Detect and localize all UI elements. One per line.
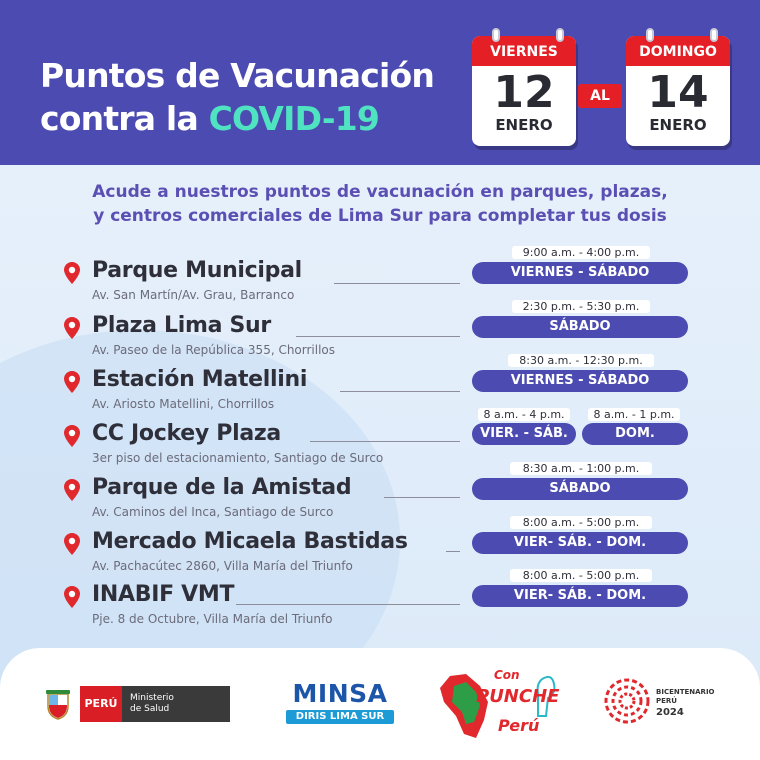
header-banner (0, 0, 760, 165)
start-weekday: VIERNES (472, 36, 576, 66)
minsa-subtitle: DIRIS LIMA SUR (286, 710, 394, 724)
leader-line (296, 336, 460, 337)
minsa-wordmark: MINSA (292, 679, 388, 708)
start-month: ENERO (495, 116, 553, 134)
schedule-days-weekdays: VIER. - SÁB. (472, 423, 576, 445)
schedule-time: 8:00 a.m. - 5:00 p.m. (510, 569, 652, 582)
schedule-time: 8:30 a.m. - 1:00 p.m. (510, 462, 652, 475)
schedule-time: 9:00 a.m. - 4:00 p.m. (512, 246, 650, 259)
schedule-time: 8:00 a.m. - 5:00 p.m. (510, 516, 652, 529)
calendar-ring (492, 28, 500, 42)
location-name: CC Jockey Plaza (92, 421, 281, 446)
schedule-time-weekdays: 8 a.m. - 4 p.m. (478, 408, 570, 421)
schedule-days: VIER- SÁB. - DOM. (472, 532, 688, 554)
end-day: 14 (647, 67, 709, 118)
intro-line-2: y centros comerciales de Lima Sur para completar tus dosis (93, 206, 667, 226)
bicentenario-line-2: PERÚ (656, 697, 677, 705)
location-address: Av. Caminos del Inca, Santiago de Surco (92, 505, 334, 519)
calendar-ring (710, 28, 718, 42)
intro-text (30, 180, 730, 228)
bicentenario-text (656, 688, 715, 706)
schedule-days: VIERNES - SÁBADO (472, 370, 688, 392)
location-name: Parque de la Amistad (92, 475, 352, 500)
punche-word: PUNCHE (476, 686, 560, 707)
end-date-calendar (626, 36, 730, 146)
location-name: Mercado Micaela Bastidas (92, 529, 408, 554)
location-address: Pje. 8 de Octubre, Villa María del Triunfo (92, 612, 333, 626)
leader-line (446, 551, 460, 552)
leader-line (334, 283, 460, 284)
con-punche-peru-logo (436, 664, 560, 748)
location-pin-icon (64, 317, 80, 339)
end-weekday: DOMINGO (626, 36, 730, 66)
location-name: Parque Municipal (92, 258, 302, 283)
leader-line (236, 604, 460, 605)
schedule-days: SÁBADO (472, 478, 688, 500)
end-month: ENERO (649, 116, 707, 134)
leader-line (384, 497, 460, 498)
location-pin-icon (64, 262, 80, 284)
intro-line-1: Acude a nuestros puntos de vacunación en parques, plazas, (92, 182, 668, 202)
minsa-logo (286, 680, 394, 724)
leader-line (340, 391, 460, 392)
location-address: Av. Pachacútec 2860, Villa María del Triunfo (92, 559, 353, 573)
schedule-days: VIER- SÁB. - DOM. (472, 585, 688, 607)
location-pin-icon (64, 533, 80, 555)
ministry-line-1: Ministerio (130, 693, 174, 703)
title-line-1: Puntos de Vacunación (40, 56, 435, 95)
location-pin-icon (64, 586, 80, 608)
schedule-time: 8:30 a.m. - 12:30 p.m. (508, 354, 654, 367)
ministry-line-2: de Salud (130, 704, 170, 714)
location-name: Estación Matellini (92, 367, 308, 392)
schedule-days: VIERNES - SÁBADO (472, 262, 688, 284)
title-line-2 (40, 99, 379, 138)
calendar-ring (646, 28, 654, 42)
location-name: Plaza Lima Sur (92, 313, 271, 338)
location-pin-icon (64, 371, 80, 393)
start-date-calendar (472, 36, 576, 146)
start-day: 12 (493, 67, 555, 118)
bicentenario-emblem-icon (602, 676, 652, 726)
location-name: INABIF VMT (92, 582, 235, 607)
schedule-days-sunday: DOM. (582, 423, 688, 445)
peru-label: PERÚ (80, 686, 122, 722)
bicentenario-line-1: BICENTENARIO (656, 688, 715, 696)
location-address: Av. Paseo de la República 355, Chorrillos (92, 343, 336, 357)
bicentenario-year: 2024 (656, 707, 684, 718)
coat-of-arms-icon (44, 688, 72, 720)
ministerio-salud-logo (44, 684, 230, 724)
schedule-time-sunday: 8 a.m. - 1 p.m. (588, 408, 680, 421)
bicentenario-logo (602, 676, 732, 728)
punche-peru-text: Perú (498, 716, 540, 735)
location-pin-icon (64, 479, 80, 501)
location-address: Av. San Martín/Av. Grau, Barranco (92, 288, 295, 302)
title-covid-accent: COVID-19 (208, 99, 380, 138)
location-pin-icon (64, 425, 80, 447)
schedule-days: SÁBADO (472, 316, 688, 338)
schedule-time: 2:30 p.m. - 5:30 p.m. (512, 300, 650, 313)
calendar-ring (556, 28, 564, 42)
punche-con-text: Con (494, 668, 520, 682)
peru-map-icon (436, 672, 496, 744)
title-line-2-prefix: contra la (40, 99, 209, 138)
ministry-label (122, 686, 230, 722)
location-address: Av. Ariosto Matellini, Chorrillos (92, 397, 275, 411)
date-connector: AL (578, 84, 622, 108)
location-address: 3er piso del estacionamiento, Santiago de Surco (92, 451, 384, 465)
leader-line (310, 441, 460, 442)
